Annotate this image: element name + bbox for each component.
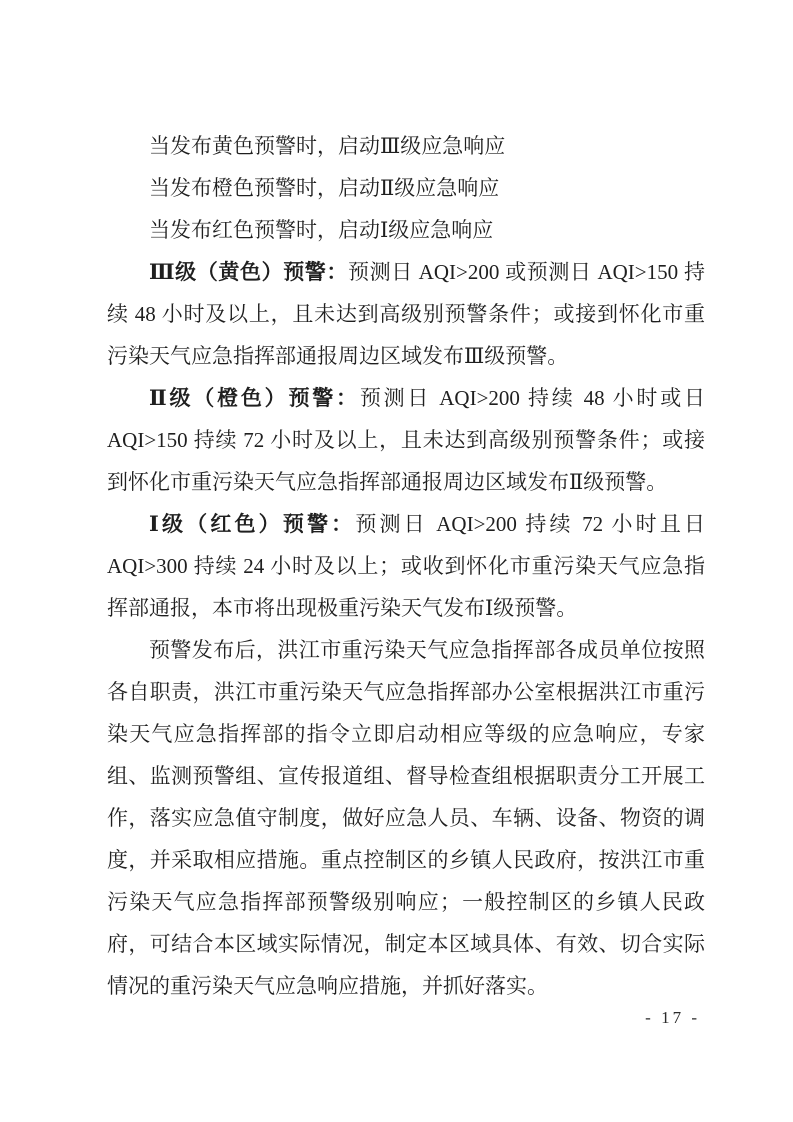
warning-paragraph-level-3 — [107, 251, 705, 377]
response-procedure-paragraph: 预警发布后，洪江市重污染天气应急指挥部各成员单位按照各自职责，洪江市重污染天气应急指挥部办公室根据洪江市重污染天气应急指挥部的指令立即启动相应等级的应急响应，专家组、监测预警组、宣传报道组、督导检查组根据职责分工开展工作，落实应急值守制度，做好应急人员、车辆、设备、物资的调度，并采取相应措施。重点控制区的乡镇人民政府，按洪江市重污染天气应急指挥部预警级别响应；一般控制区的乡镇人民政府，可结合本区域实际情况，制定本区域具体、有效、切合实际情况的重污染天气应急响应措施，并抓好落实。 — [107, 638, 705, 998]
document-body — [107, 125, 705, 1007]
warning-level-2-body: 预测日 AQI>200 持续 48 小时或日 AQI>150 持续 72 小时及以上，且未达到高级别预警条件；或接到怀化市重污染天气应急指挥部通报周边区域发布Ⅱ级预警。 — [107, 386, 705, 494]
warning-level-1-body: 预测日 AQI>200 持续 72 小时且日 AQI>300 持续 24 小时及以上；或收到怀化市重污染天气应急指挥部通报，本市将出现极重污染天气发布Ⅰ级预警。 — [107, 512, 705, 620]
warning-level-1-heading: Ⅰ级（红色）预警： — [149, 512, 356, 536]
warning-paragraph-level-2 — [107, 377, 705, 503]
intro-line-yellow: 当发布黄色预警时，启动Ⅲ级应急响应 — [149, 134, 506, 158]
warning-level-3-heading: Ⅲ级（黄色）预警： — [149, 260, 349, 284]
warning-level-2-heading: Ⅱ级（橙色）预警： — [149, 386, 360, 410]
page-number: - 17 - — [645, 1008, 700, 1027]
intro-line-orange: 当发布橙色预警时，启动Ⅱ级应急响应 — [149, 176, 500, 200]
warning-level-3-body: 预测日 AQI>200 或预测日 AQI>150 持续 48 小时及以上，且未达到高级别预警条件；或接到怀化市重污染天气应急指挥部通报周边区域发布Ⅲ级预警。 — [107, 260, 705, 368]
warning-paragraph-level-1 — [107, 503, 705, 629]
intro-line-red: 当发布红色预警时，启动Ⅰ级应急响应 — [149, 218, 494, 242]
